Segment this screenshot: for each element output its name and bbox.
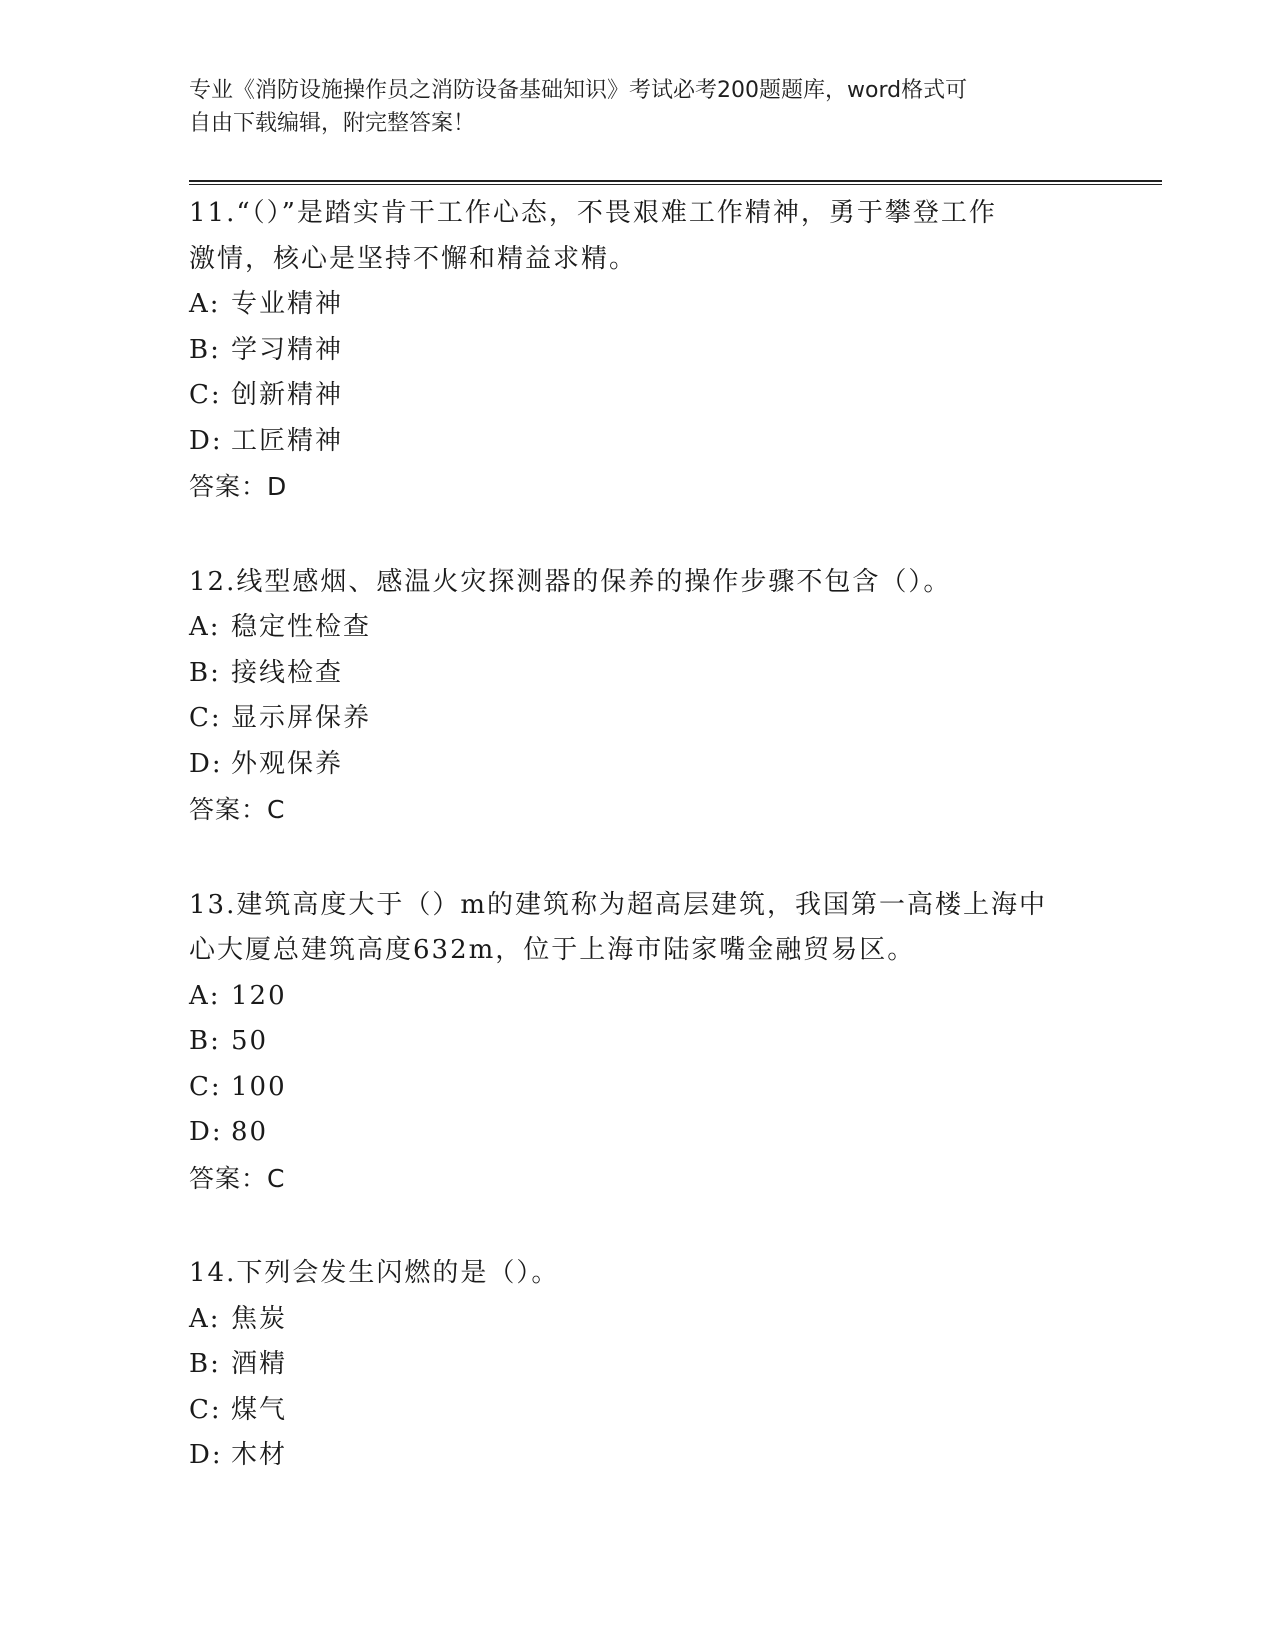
question-list	[189, 188, 1089, 1479]
option-text: 酒精	[231, 1349, 288, 1379]
question-stem-line-1: 13.建筑高度大于（）m的建筑称为超高层建筑，我国第一高楼上海中	[189, 889, 1048, 920]
option-a	[189, 1297, 1089, 1343]
option-letter: D:	[189, 425, 223, 456]
header-line-1: 专业《消防设施操作员之消防设备基础知识》考试必考200题题库，word格式可	[189, 78, 968, 103]
header-divider-thick	[189, 180, 1162, 182]
question-14	[189, 1248, 1089, 1479]
question-stem	[189, 188, 1089, 282]
header-line-2: 自由下载编辑，附完整答案！	[189, 111, 476, 136]
option-letter: A:	[189, 289, 221, 319]
question-stem-line-1: 12.线型感烟、感温火灾探测器的保养的操作步骤不包含（）。	[189, 566, 952, 597]
answer: 答案：C	[189, 795, 286, 824]
option-a	[189, 282, 1089, 328]
question-13	[189, 880, 1089, 1202]
option-text: 专业精神	[231, 289, 344, 319]
option-letter: D:	[189, 1440, 223, 1470]
header-divider-thin	[189, 184, 1162, 185]
document-header	[189, 74, 1089, 140]
question-stem	[189, 1248, 1089, 1297]
option-text: 创新精神	[231, 380, 344, 410]
answer: 答案：C	[189, 1163, 286, 1193]
option-letter: C:	[189, 1071, 222, 1102]
option-c	[189, 373, 1089, 419]
option-letter: D:	[189, 748, 223, 779]
option-c	[189, 696, 1089, 742]
option-letter: B:	[189, 334, 221, 365]
option-text: 学习精神	[231, 334, 344, 365]
option-text: 120	[231, 980, 287, 1011]
option-letter: C:	[189, 380, 222, 410]
option-letter: B:	[189, 657, 221, 688]
question-stem-line-2: 激情，核心是坚持不懈和精益求精。	[189, 243, 638, 274]
option-text: 外观保养	[231, 748, 344, 779]
question-stem	[189, 557, 1089, 606]
option-text: 稳定性检查	[231, 612, 372, 642]
option-letter: D:	[189, 1117, 223, 1147]
option-text: 接线检查	[231, 657, 344, 688]
option-letter: B:	[189, 1026, 221, 1056]
option-text: 80	[231, 1117, 269, 1147]
answer: 答案：D	[189, 472, 288, 501]
option-b	[189, 1019, 1089, 1065]
option-c	[189, 1388, 1089, 1434]
option-a	[189, 974, 1089, 1020]
option-b	[189, 328, 1089, 374]
question-stem-line-2: 心大厦总建筑高度632m，位于上海市陆家嘴金融贸易区。	[189, 935, 916, 965]
spacer	[189, 833, 1089, 880]
question-11	[189, 188, 1089, 510]
question-stem-line-1: 14.下列会发生闪燃的是（）。	[189, 1258, 560, 1288]
option-text: 显示屏保养	[231, 703, 372, 733]
option-letter: A:	[189, 1303, 221, 1334]
spacer	[189, 510, 1089, 557]
option-text: 工匠精神	[231, 425, 344, 456]
option-d	[189, 742, 1089, 788]
question-stem-line-1: 11.“（）”是踏实肯干工作心态，不畏艰难工作精神，勇于攀登工作	[189, 198, 997, 228]
question-12	[189, 557, 1089, 833]
option-text: 50	[231, 1026, 269, 1056]
option-letter: A:	[189, 980, 221, 1011]
option-b	[189, 651, 1089, 697]
option-b	[189, 1342, 1089, 1388]
option-d	[189, 419, 1089, 465]
question-stem	[189, 880, 1089, 974]
option-d	[189, 1433, 1089, 1479]
option-letter: C:	[189, 703, 222, 733]
option-text: 焦炭	[231, 1303, 288, 1334]
option-text: 煤气	[231, 1394, 288, 1425]
option-text: 木材	[231, 1440, 288, 1470]
option-letter: A:	[189, 612, 221, 642]
spacer	[189, 1201, 1089, 1248]
option-a	[189, 605, 1089, 651]
option-text: 100	[231, 1071, 287, 1102]
option-c	[189, 1065, 1089, 1111]
option-letter: B:	[189, 1349, 221, 1379]
option-d	[189, 1110, 1089, 1156]
option-letter: C:	[189, 1394, 222, 1425]
